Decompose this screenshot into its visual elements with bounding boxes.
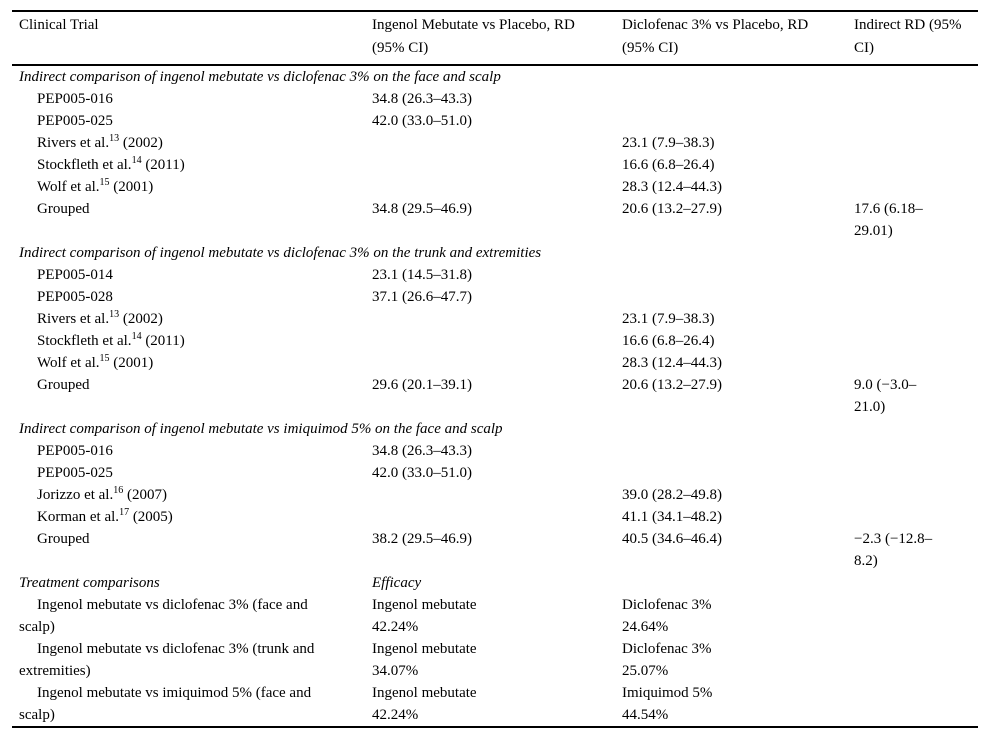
trial-name-cell <box>12 308 372 330</box>
diclofenac-rd-cell: 20.6 (13.2–27.9) <box>622 377 722 393</box>
comparison-name-cell <box>12 594 372 638</box>
trial-name-cell <box>12 110 372 132</box>
trial-name-cell <box>12 330 372 352</box>
comparison-row <box>12 682 978 726</box>
trial-name-cell <box>12 440 372 462</box>
trial-name: Grouped <box>37 531 90 547</box>
comparisons-heading: Treatment comparisons <box>19 575 160 591</box>
indirect-rd-line1: 17.6 (6.18– <box>854 201 923 217</box>
table-row-grouped <box>12 198 978 242</box>
section-heading-face-scalp-diclofenac: Indirect comparison of ingenol mebutate vs diclofenac 3% on the face and scalp <box>19 69 501 85</box>
header-clinical-trial <box>12 14 372 37</box>
section-heading-face-scalp-imiquimod: Indirect comparison of ingenol mebutate vs imiquimod 5% on the face and scalp <box>19 421 503 437</box>
treatment-label: Ingenol mebutate <box>372 641 477 657</box>
trial-year: (2001) <box>109 179 154 195</box>
header-ingenol-line1: Ingenol Mebutate vs Placebo, RD <box>372 17 575 33</box>
diclofenac-rd-cell: 23.1 (7.9–38.3) <box>622 311 715 327</box>
ingenol-rd-cell: 23.1 (14.5–31.8) <box>372 267 472 283</box>
efficacy-value: 42.24% <box>372 619 419 635</box>
table-row <box>12 176 978 198</box>
header-indirect-rd <box>854 14 978 60</box>
trial-name-cell <box>12 462 372 484</box>
diclofenac-rd-cell: 41.1 (34.1–48.2) <box>622 509 722 525</box>
clinical-trial-comparison-table <box>12 10 978 728</box>
trial-name: PEP005-025 <box>37 465 113 481</box>
trial-year: (2011) <box>141 157 185 173</box>
trial-name: Wolf et al. <box>37 179 100 195</box>
table-row <box>12 484 978 506</box>
citation-superscript: 17 <box>119 507 130 518</box>
comparison-name-cell <box>12 682 372 726</box>
indirect-rd-line2: 8.2) <box>854 553 878 569</box>
trial-name: Rivers et al. <box>37 311 110 327</box>
table-row <box>12 352 978 374</box>
trial-name: Grouped <box>37 377 90 393</box>
diclofenac-rd-cell: 28.3 (12.4–44.3) <box>622 355 722 371</box>
comparison-name-line1: Ingenol mebutate vs diclofenac 3% (trunk and <box>37 641 315 657</box>
ingenol-efficacy-cell <box>372 594 622 638</box>
ingenol-rd-cell: 34.8 (29.5–46.9) <box>372 201 472 217</box>
treatment-label: Imiquimod 5% <box>622 685 713 701</box>
indirect-rd-line2: 29.01) <box>854 223 893 239</box>
treatment-label: Diclofenac 3% <box>622 597 712 613</box>
ingenol-rd-cell: 42.0 (33.0–51.0) <box>372 465 472 481</box>
table-row <box>12 88 978 110</box>
header-diclofenac-line2: (95% CI) <box>622 40 679 56</box>
header-clinical-trial-label: Clinical Trial <box>19 17 99 33</box>
table-row <box>12 308 978 330</box>
trial-name-cell <box>12 286 372 308</box>
trial-name: Grouped <box>37 201 90 217</box>
trial-name-cell <box>12 506 372 528</box>
citation-superscript: 15 <box>99 177 110 188</box>
efficacy-value: 25.07% <box>622 663 669 679</box>
trial-name-cell <box>12 352 372 374</box>
header-ingenol-mebutate-rd <box>372 14 622 60</box>
diclofenac-rd-cell: 40.5 (34.6–46.4) <box>622 531 722 547</box>
treatment-label: Ingenol mebutate <box>372 685 477 701</box>
efficacy-value: 42.24% <box>372 707 419 723</box>
trial-name: PEP005-025 <box>37 113 113 129</box>
trial-year: (2002) <box>119 135 163 151</box>
diclofenac-rd-cell: 20.6 (13.2–27.9) <box>622 201 722 217</box>
diclofenac-rd-cell: 39.0 (28.2–49.8) <box>622 487 722 503</box>
citation-superscript: 13 <box>109 309 120 320</box>
trial-name-cell <box>12 176 372 198</box>
comparison-name-line1: Ingenol mebutate vs imiquimod 5% (face and <box>37 685 312 701</box>
table-row <box>12 286 978 308</box>
comparison-row <box>12 638 978 682</box>
diclofenac-rd-cell: 16.6 (6.8–26.4) <box>622 157 715 173</box>
trial-name-cell <box>12 528 372 550</box>
indirect-rd-line2: 21.0) <box>854 399 886 415</box>
comparator-efficacy-cell <box>622 638 854 682</box>
indirect-rd-cell <box>854 528 978 572</box>
table-row-grouped <box>12 374 978 418</box>
table-row <box>12 132 978 154</box>
indirect-rd-cell <box>854 198 978 242</box>
diclofenac-rd-cell: 16.6 (6.8–26.4) <box>622 333 715 349</box>
trial-name: PEP005-028 <box>37 289 113 305</box>
table-row <box>12 506 978 528</box>
ingenol-rd-cell: 34.8 (26.3–43.3) <box>372 443 472 459</box>
ingenol-efficacy-cell <box>372 638 622 682</box>
trial-name-cell <box>12 198 372 220</box>
trial-name: Rivers et al. <box>37 135 110 151</box>
header-ingenol-line2: (95% CI) <box>372 40 429 56</box>
trial-name-cell <box>12 264 372 286</box>
trial-name: Stockfleth et al. <box>37 333 132 349</box>
comparison-name-line2: extremities) <box>19 663 91 679</box>
header-indirect-line2: CI) <box>854 40 874 56</box>
trial-name: Korman et al. <box>37 509 120 525</box>
table-row <box>12 264 978 286</box>
ingenol-rd-cell: 29.6 (20.1–39.1) <box>372 377 472 393</box>
citation-superscript: 16 <box>113 485 124 496</box>
trial-year: (2005) <box>129 509 173 525</box>
indirect-rd-line1: −2.3 (−12.8– <box>854 531 933 547</box>
trial-name-cell <box>12 154 372 176</box>
trial-name-cell <box>12 484 372 506</box>
trial-name-cell <box>12 132 372 154</box>
header-diclofenac-line1: Diclofenac 3% vs Placebo, RD <box>622 17 809 33</box>
indirect-rd-cell <box>854 374 978 418</box>
efficacy-value: 44.54% <box>622 707 669 723</box>
table-row <box>12 154 978 176</box>
header-indirect-line1: Indirect RD (95% <box>854 17 962 33</box>
trial-year: (2001) <box>109 355 154 371</box>
citation-superscript: 13 <box>109 133 120 144</box>
treatment-label: Diclofenac 3% <box>622 641 712 657</box>
table-row <box>12 110 978 132</box>
citation-superscript: 15 <box>99 353 110 364</box>
trial-year: (2011) <box>141 333 185 349</box>
table-row <box>12 462 978 484</box>
table-row <box>12 440 978 462</box>
indirect-rd-line1: 9.0 (−3.0– <box>854 377 917 393</box>
ingenol-efficacy-cell <box>372 682 622 726</box>
comparator-efficacy-cell <box>622 594 854 638</box>
comparison-row <box>12 594 978 638</box>
comparisons-heading-row <box>12 572 978 594</box>
comparison-name-line2: scalp) <box>19 619 55 635</box>
efficacy-value: 34.07% <box>372 663 419 679</box>
citation-superscript: 14 <box>131 331 142 342</box>
ingenol-rd-cell: 34.8 (26.3–43.3) <box>372 91 472 107</box>
treatment-label: Ingenol mebutate <box>372 597 477 613</box>
ingenol-rd-cell: 42.0 (33.0–51.0) <box>372 113 472 129</box>
trial-name: PEP005-014 <box>37 267 113 283</box>
comparison-name-cell <box>12 638 372 682</box>
comparison-name-line1: Ingenol mebutate vs diclofenac 3% (face and <box>37 597 308 613</box>
trial-name-cell <box>12 374 372 396</box>
trial-name: Stockfleth et al. <box>37 157 132 173</box>
table-header-row <box>12 12 978 66</box>
trial-year: (2002) <box>119 311 163 327</box>
trial-name-cell <box>12 88 372 110</box>
header-diclofenac-rd <box>622 14 854 60</box>
trial-year: (2007) <box>123 487 167 503</box>
diclofenac-rd-cell: 28.3 (12.4–44.3) <box>622 179 722 195</box>
ingenol-rd-cell: 38.2 (29.5–46.9) <box>372 531 472 547</box>
trial-name: Jorizzo et al. <box>37 487 114 503</box>
trial-name: Wolf et al. <box>37 355 100 371</box>
table-row <box>12 330 978 352</box>
diclofenac-rd-cell: 23.1 (7.9–38.3) <box>622 135 715 151</box>
comparison-name-line2: scalp) <box>19 707 55 723</box>
table-row-grouped <box>12 528 978 572</box>
efficacy-value: 24.64% <box>622 619 669 635</box>
trial-name: PEP005-016 <box>37 91 113 107</box>
ingenol-rd-cell: 37.1 (26.6–47.7) <box>372 289 472 305</box>
comparator-efficacy-cell <box>622 682 854 726</box>
table-body <box>12 66 978 726</box>
trial-name: PEP005-016 <box>37 443 113 459</box>
section-heading-trunk-extremities-diclofenac: Indirect comparison of ingenol mebutate vs diclofenac 3% on the trunk and extremities <box>19 245 542 261</box>
efficacy-heading: Efficacy <box>372 575 422 591</box>
citation-superscript: 14 <box>131 155 142 166</box>
